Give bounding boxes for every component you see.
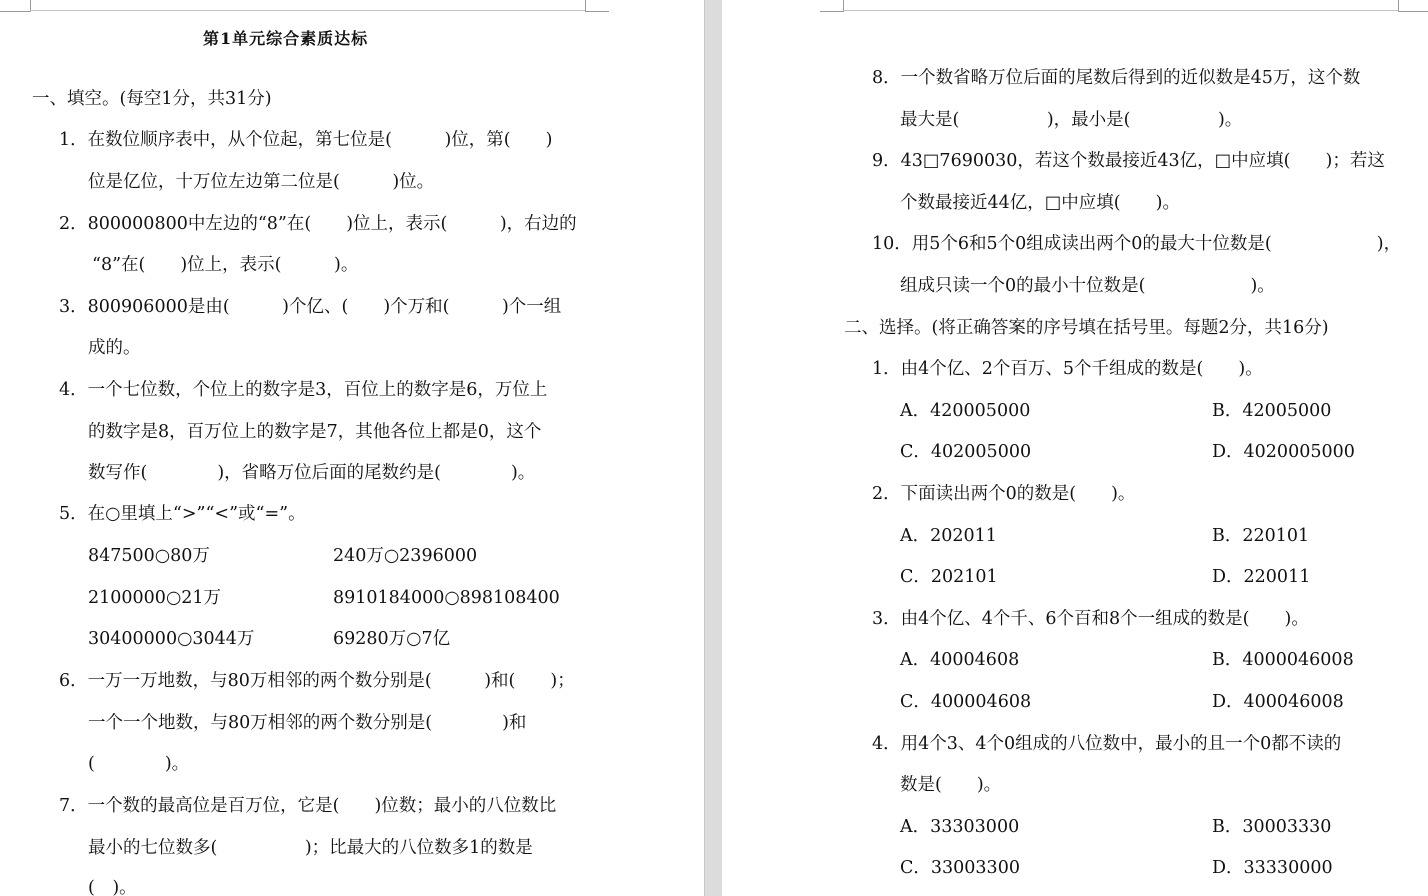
question-line: 8．一个数省略万位后面的尾数后得到的近似数是45万，这个数 [872, 68, 1361, 88]
question-line: 1．由4个亿、2个百万、5个千组成的数是( )。 [872, 359, 1263, 379]
left-page [0, 0, 704, 896]
choice-option: C．33003300 [900, 858, 1020, 878]
question-line: “8”在( )位上，表示( )。 [92, 255, 359, 275]
document-title: 第1单元综合素质达标 [203, 29, 369, 48]
comparison-item: 240万○2396000 [333, 546, 478, 566]
choice-option: A．202011 [900, 526, 997, 546]
page-gutter-edge [704, 0, 705, 896]
question-line: 7．一个数的最高位是百万位，它是( )位数；最小的八位数比 [59, 796, 557, 816]
header-line [30, 10, 586, 11]
choice-option: B．30003330 [1212, 817, 1332, 837]
choice-option: D．4020005000 [1212, 442, 1355, 462]
crop-mark [585, 11, 609, 12]
question-line: 10．用5个6和5个0组成读出两个0的最大十位数是( )， [872, 234, 1402, 254]
question-line: 的数字是8，百万位上的数字是7，其他各位上都是0，这个 [88, 422, 542, 442]
question-line: 最大是( )，最小是( )。 [900, 110, 1243, 130]
question-line: 成的。 [88, 338, 141, 358]
choice-option: A．33303000 [900, 817, 1020, 837]
crop-mark [1398, 11, 1428, 12]
section-heading: 二、选择。(将正确答案的序号填在括号里。每题2分，共16分) [844, 318, 1329, 338]
choice-option: B．220101 [1212, 526, 1310, 546]
question-line: 数是( )。 [900, 775, 1002, 795]
choice-option: C．402005000 [900, 442, 1032, 462]
question-line: 9．43□7690030，若这个数最接近43亿，□中应填( )；若这 [872, 151, 1385, 171]
crop-mark [820, 11, 844, 12]
question-line: 2．下面读出两个0的数是( )。 [872, 484, 1136, 504]
question-line: ( )。 [88, 878, 137, 896]
question-line: 位是亿位，十万位左边第二位是( )位。 [88, 172, 435, 192]
header-line [843, 10, 1399, 11]
question-line: 一个一个地数，与80万相邻的两个数分别是( )和 [88, 713, 527, 733]
question-line: 最小的七位数多( )；比最大的八位数多1的数是 [88, 838, 533, 858]
comparison-item: 2100000○21万 [88, 588, 221, 608]
question-line: 组成只读一个0的最小十位数是( )。 [900, 276, 1275, 296]
question-line: 个数最接近44亿，□中应填( )。 [900, 193, 1180, 213]
choice-option: A．420005000 [900, 401, 1031, 421]
crop-mark [0, 11, 31, 12]
question-line: 4．一个七位数，个位上的数字是3，百位上的数字是6，万位上 [59, 380, 548, 400]
question-line: 3．由4个亿、4个千、6个百和8个一组成的数是( )。 [872, 609, 1309, 629]
question-line: 6．一万一万地数，与80万相邻的两个数分别是( )和( )； [59, 671, 575, 691]
question-line: 3．800906000是由( )个亿、( )个万和( )个一组 [59, 297, 562, 317]
choice-option: D．220011 [1212, 567, 1311, 587]
question-line: 数写作( )，省略万位后面的尾数约是( )。 [88, 463, 536, 483]
comparison-item: 30400000○3044万 [88, 629, 255, 649]
page-gutter [704, 0, 722, 896]
question-line: 5．在○里填上“>”“<”或“=”。 [59, 504, 306, 524]
choice-option: B．4000046008 [1212, 650, 1354, 670]
question-line: 2．800000800中左边的“8”在( )位上，表示( )，右边的 [59, 214, 577, 234]
choice-option: C．202101 [900, 567, 998, 587]
choice-option: A．40004608 [900, 650, 1020, 670]
comparison-item: 8910184000○898108400 [333, 588, 560, 608]
question-line: ( )。 [88, 754, 190, 774]
choice-option: C．400004608 [900, 692, 1032, 712]
right-page [722, 0, 1428, 896]
question-line: 1．在数位顺序表中，从个位起，第七位是( )位，第( ) [59, 130, 553, 150]
choice-option: D．400046008 [1212, 692, 1344, 712]
section-heading: 一、填空。(每空1分，共31分) [32, 89, 272, 109]
choice-option: D．33330000 [1212, 858, 1333, 878]
comparison-item: 69280万○7亿 [333, 629, 451, 649]
comparison-item: 847500○80万 [88, 546, 210, 566]
choice-option: B．42005000 [1212, 401, 1332, 421]
question-line: 4．用4个3、4个0组成的八位数中，最小的且一个0都不读的 [872, 734, 1342, 754]
